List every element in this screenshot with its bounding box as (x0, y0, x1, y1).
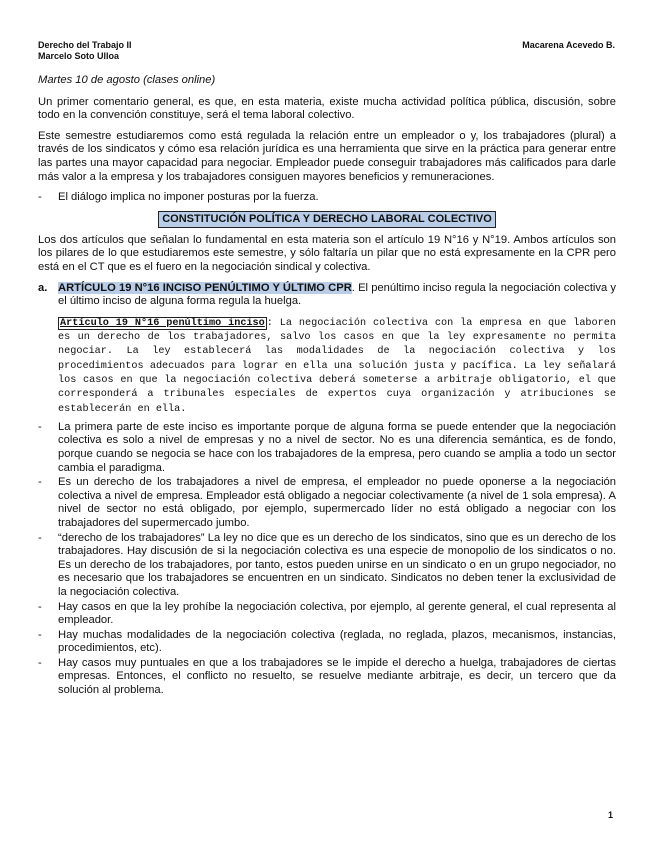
list-marker: a. (38, 281, 48, 294)
bullet-text: Es un derecho de los trabajadores a nivel de empresa, el empleador no puede oponerse a la negociación colectiva a nivel de empresa. Empleador está obligado a negociar colectivamente (a nivel de 1 sola empresa). A nivel de sector no está obligado, por ejemplo, supermercado líder no está obligado a negociar con los trabajadores del supermercado jumbo. (58, 476, 616, 529)
section-heading-wrap (38, 211, 616, 228)
professor-name: Marcelo Soto Ulloa (38, 51, 120, 61)
document-body (38, 74, 616, 699)
lecture-date: Martes 10 de agosto (clases online) (38, 74, 216, 86)
bullet-marker: - (38, 656, 42, 669)
bullet-text: Hay casos muy puntuales en que a los trabajadores se le impide el derecho a huelga, trabajadores de ciertas empresas. Entonces, el conflicto no resuelto, se resuelve mediante arbitraje, es decir, un tercero que da solución al problema. (58, 656, 616, 697)
bullet-marker: - (38, 628, 42, 641)
bullet-item (38, 601, 616, 628)
bullet-text: Hay casos en que la ley prohíbe la negociación colectiva, por ejemplo, al gerente general, el cual representa al empleador. (58, 600, 616, 627)
bullet-marker: - (38, 420, 42, 433)
article-title-highlight: ARTÍCULO 19 N°16 INCISO PENÚLTIMO Y ÚLTIMO CPR (58, 281, 352, 294)
bullet-marker: - (38, 191, 42, 204)
bullet-item (38, 532, 616, 600)
section-heading: CONSTITUCIÓN POLÍTICA Y DERECHO LABORAL COLECTIVO (158, 211, 496, 228)
quote-label: Artículo 19 N°16 penúltimo inciso (60, 317, 265, 329)
student-name: Macarena Acevedo B. (522, 40, 615, 50)
header-right (522, 40, 615, 51)
article-description: . El penúltimo inciso regula la negociación colectiva y el último inciso de alguna forma regula la huelga. (58, 281, 616, 308)
bullet-item (38, 657, 616, 698)
intro-paragraph-2: Este semestre estudiaremos como está regulada la relación entre un empleador o y, los trabajadores (plural) a través de los sindicatos y cómo esa relación jurídica es una herramienta que sirve en la práctica para generar entre las partes una mayor capacidad para negociar. Empleador puede conseguir trabajadores más calificados para darle más valor a la empresa y los trabajadores consiguen mayores beneficios y remuneraciones. (38, 129, 616, 183)
bullet-item (38, 476, 616, 530)
list-item-text (58, 282, 616, 309)
bullet-item (38, 629, 616, 656)
bullet-text: Hay muchas modalidades de la negociación colectiva (reglada, no reglada, plazos, mecanismos, instancias, procedimientos, etc). (58, 628, 616, 655)
bullet-item (38, 191, 616, 205)
list-item-a (38, 282, 616, 309)
course-title: Derecho del Trabajo II (38, 40, 132, 50)
header-left (38, 40, 132, 62)
bullet-text: La primera parte de este inciso es importante porque de alguna forma se puede entender que la negociación colectiva es solo a nivel de empresas y no a nivel de sector. No es una diferencia semántica, es de fondo, porque cuando se negocia se hace con los trabajadores de la empresa, pero cuando se amplia a todo un sector cambia el paradigma. (58, 420, 616, 474)
article-quote (58, 317, 616, 417)
bullet-item (38, 421, 616, 475)
bullet-text: El diálogo implica no imponer posturas por la fuerza. (58, 191, 319, 204)
bullet-marker: - (38, 600, 42, 613)
quote-text: : La negociación colectiva con la empresa en que laboren es un derecho de los trabajadores, salvo los casos en que la ley expresamente no permita negociar. La ley establecerá las modalidades de la negociación colectiva y los procedimientos adecuados para lograr en ella una solución justa y pacífica. La ley señalará los casos en que la negociación colectiva deberá someterse a arbitraje obligatorio, el que corresponderá a tribunales especiales de expertos cuya organización y atribuciones se establecerán en ella. (58, 317, 616, 415)
bullet-text: “derecho de los trabajadores” La ley no dice que es un derecho de los sindicatos, sino que es un derecho de los trabajadores. Hay discusión de si la negociación colectiva es una especie de monopolio de los sindicatos o no. Es un derecho de los trabajadores, por tanto, estos pueden unirse en un sindicato o en un grupo negociador, no es necesario que los trabajadores se encuentren en un sindicato. Sindicatos no deben tener la exclusividad de la negociación colectiva. (58, 531, 616, 598)
bullet-marker: - (38, 531, 42, 544)
section-paragraph: Los dos artículos que señalan lo fundamental en esta materia son el artículo 19 N°16 y N°19. Ambos artículos son los pilares de lo que estudiaremos este semestre, y sólo faltaría un pilar que no está expresamente en la CPR pero está en el CT que es el fuero en la negociación sindical y colectiva. (38, 233, 616, 273)
bullet-marker: - (38, 476, 42, 489)
intro-paragraph-1: Un primer comentario general, es que, en esta materia, existe mucha actividad política pública, discusión, sobre todo en la convención constituye, será el tema laboral colectivo. (38, 95, 616, 122)
page-number: 1 (607, 810, 613, 820)
